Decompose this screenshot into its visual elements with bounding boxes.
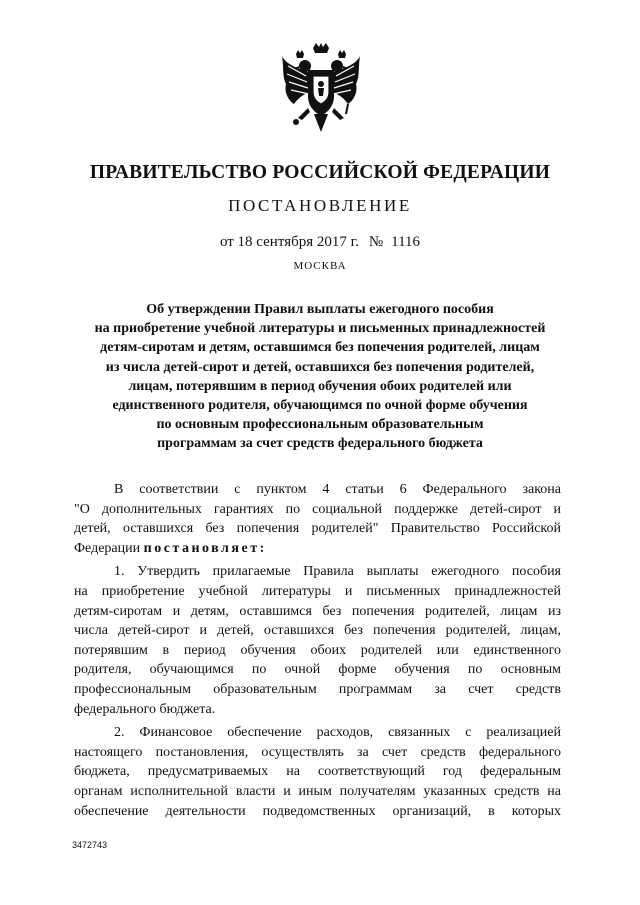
subject-line: детям-сиротам и детям, оставшимся без попечения родителей, лицам bbox=[100, 340, 540, 356]
number-sign: № bbox=[368, 234, 384, 250]
document-subject bbox=[70, 300, 570, 454]
subject-line: Об утверждении Правил выплаты ежегодного пособия bbox=[146, 302, 494, 317]
preamble-paragraph bbox=[74, 480, 561, 558]
city-name: МОСКВА bbox=[293, 260, 347, 272]
document-number: 1116 bbox=[391, 234, 421, 250]
document-type: ПОСТАНОВЛЕНИЕ bbox=[228, 196, 412, 215]
text-line: В соответствии с пунктом 4 статьи 6 Федерального закона bbox=[114, 482, 561, 497]
text-line: настоящего постановления, осуществлять за счет средств федерального bbox=[74, 744, 561, 760]
item-2-paragraph bbox=[74, 723, 561, 821]
item-1-paragraph bbox=[74, 562, 561, 719]
text-fragment: Федерации bbox=[74, 540, 141, 556]
text-line: федерального бюджета. bbox=[74, 701, 216, 717]
text-line bbox=[74, 539, 561, 559]
text-line: на приобретение учебной литературы и письменных принадлежностей bbox=[74, 583, 561, 599]
text-line: детей, оставшихся без попечения родителей" Правительство Российской bbox=[74, 521, 561, 537]
text-line: родителя, обучающимся по очной форме обучения по основным bbox=[74, 662, 561, 678]
subject-line: программам за счет средств федерального бюджета bbox=[157, 436, 483, 452]
decree-word: постановляет: bbox=[143, 540, 267, 556]
document-date: от 18 сентября 2017 г. bbox=[219, 234, 359, 250]
text-line: детям-сиротам и детям, оставшимся без попечения родителей, лицам из bbox=[74, 603, 561, 619]
text-line: бюджета, предусматриваемых на соответствующий год федеральным bbox=[74, 764, 561, 780]
text-line: 1. Утвердить прилагаемые Правила выплаты ежегодного пособия bbox=[114, 564, 561, 580]
subject-line: на приобретение учебной литературы и письменных принадлежностей bbox=[94, 321, 546, 337]
text-line: обеспечение деятельности подведомственных организаций, в которых bbox=[74, 803, 561, 819]
text-line: 2. Финансовое обеспечение расходов, связанных с реализацией bbox=[114, 725, 561, 741]
subject-line: из числа детей-сирот и детей, оставшихся без попечения родителей, bbox=[105, 359, 535, 375]
text-line: "О дополнительных гарантиях по социальной поддержке детей-сирот и bbox=[74, 501, 561, 517]
document-code: 3472743 bbox=[72, 840, 108, 850]
russian-coat-of-arms-icon bbox=[278, 42, 364, 138]
government-title: ПРАВИТЕЛЬСТВО РОССИЙСКОЙ ФЕДЕРАЦИИ bbox=[89, 162, 551, 183]
date-number-line bbox=[0, 234, 640, 251]
subject-line: по основным профессиональным образовательным bbox=[156, 417, 484, 433]
subject-line: единственного родителя, обучающимся по очной форме обучения bbox=[112, 398, 528, 414]
text-line: числа детей-сирот и детей, оставшихся без попечения родителей, лицам, bbox=[74, 623, 561, 639]
document-body bbox=[74, 480, 561, 825]
text-line: органам исполнительной власти и иным получателям указанных средств на bbox=[74, 783, 561, 799]
text-line: потерявшим в период обучения обоих родителей или единственного bbox=[74, 642, 561, 658]
text-line: профессиональным образовательным программам за счет средств bbox=[74, 681, 561, 697]
subject-line: лицам, потерявшим в период обучения обоих родителей или bbox=[128, 378, 512, 394]
